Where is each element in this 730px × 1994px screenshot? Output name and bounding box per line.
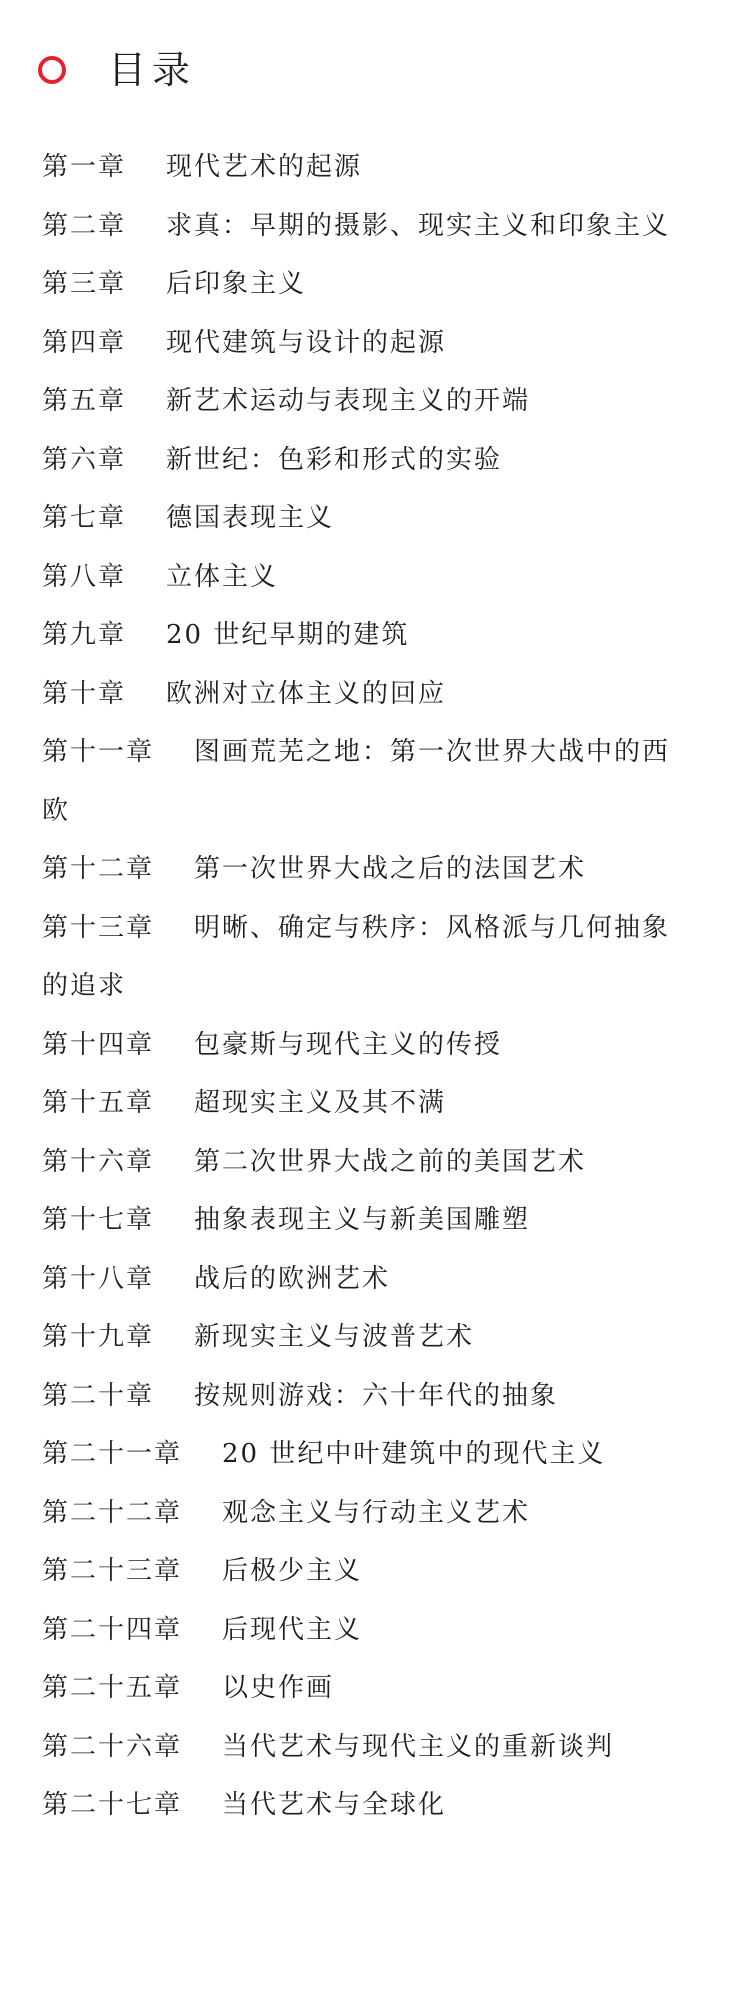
- chapter-number: 第八章: [42, 561, 127, 592]
- chapter-title: 以史作画: [222, 1673, 335, 1703]
- chapter-title: 明晰、确定与秩序：风格派与几何抽象的追求: [42, 912, 671, 1001]
- toc-item[interactable]: [42, 548, 692, 607]
- chapter-title: 20 世纪早期的建筑: [166, 620, 410, 650]
- toc-header: [38, 40, 196, 100]
- toc-item[interactable]: [42, 1542, 692, 1601]
- chapter-title: 当代艺术与全球化: [222, 1790, 447, 1820]
- chapter-number: 第二十六章: [42, 1731, 183, 1762]
- toc-item[interactable]: [42, 314, 692, 373]
- toc-item[interactable]: [42, 372, 692, 431]
- chapter-number: 第九章: [42, 620, 127, 650]
- chapter-number: 第五章: [42, 386, 127, 416]
- toc-item[interactable]: [42, 489, 692, 548]
- toc-item[interactable]: [42, 899, 692, 1016]
- toc-item[interactable]: [42, 1191, 692, 1250]
- toc-item[interactable]: [42, 665, 692, 724]
- table-of-contents: [42, 138, 692, 1835]
- chapter-title: 第一次世界大战之后的法国艺术: [194, 854, 587, 884]
- toc-item[interactable]: [42, 1601, 692, 1660]
- toc-item[interactable]: [42, 1718, 692, 1777]
- page-title: 目录: [108, 48, 197, 92]
- red-circle-icon: [38, 56, 66, 84]
- chapter-title: 战后的欧洲艺术: [194, 1263, 391, 1294]
- chapter-title: 图画荒芜之地：第一次世界大战中的西欧: [42, 737, 671, 826]
- chapter-title: 第二次世界大战之前的美国艺术: [194, 1146, 587, 1177]
- chapter-number: 第二十四章: [42, 1614, 183, 1645]
- chapter-number: 第二十二章: [42, 1497, 183, 1528]
- toc-item[interactable]: [42, 723, 692, 840]
- chapter-title: 现代艺术的起源: [166, 152, 363, 182]
- chapter-number: 第十五章: [42, 1088, 155, 1118]
- chapter-title: 20 世纪中叶建筑中的现代主义: [222, 1439, 606, 1469]
- chapter-number: 第七章: [42, 503, 127, 533]
- chapter-number: 第六章: [42, 444, 127, 475]
- toc-item[interactable]: [42, 1308, 692, 1367]
- chapter-number: 第二十五章: [42, 1673, 183, 1703]
- chapter-title: 欧洲对立体主义的回应: [166, 678, 447, 709]
- chapter-title: 新艺术运动与表现主义的开端: [166, 386, 531, 416]
- toc-item[interactable]: [42, 1776, 692, 1835]
- chapter-title: 观念主义与行动主义艺术: [222, 1497, 531, 1528]
- chapter-number: 第十章: [42, 678, 127, 709]
- chapter-title: 后极少主义: [222, 1556, 363, 1586]
- chapter-title: 抽象表现主义与新美国雕塑: [194, 1205, 531, 1235]
- toc-item[interactable]: [42, 840, 692, 899]
- toc-item[interactable]: [42, 1016, 692, 1075]
- chapter-title: 超现实主义及其不满: [194, 1088, 447, 1118]
- chapter-number: 第十七章: [42, 1205, 155, 1235]
- toc-item[interactable]: [42, 197, 692, 256]
- toc-item[interactable]: [42, 1250, 692, 1309]
- chapter-title: 德国表现主义: [166, 503, 335, 533]
- toc-item[interactable]: [42, 138, 692, 197]
- toc-item[interactable]: [42, 255, 692, 314]
- chapter-title: 包豪斯与现代主义的传授: [194, 1029, 503, 1060]
- toc-item[interactable]: [42, 1659, 692, 1718]
- toc-item[interactable]: [42, 1133, 692, 1192]
- toc-item[interactable]: [42, 1484, 692, 1543]
- toc-item[interactable]: [42, 1074, 692, 1133]
- chapter-number: 第二章: [42, 210, 127, 241]
- toc-item[interactable]: [42, 606, 692, 665]
- chapter-number: 第十二章: [42, 854, 155, 884]
- chapter-title: 立体主义: [166, 561, 279, 592]
- chapter-number: 第十四章: [42, 1029, 155, 1060]
- chapter-title: 后现代主义: [222, 1614, 363, 1645]
- chapter-number: 第一章: [42, 152, 127, 182]
- chapter-number: 第四章: [42, 327, 127, 358]
- chapter-number: 第三章: [42, 269, 127, 299]
- chapter-title: 后印象主义: [166, 269, 307, 299]
- chapter-number: 第十三章: [42, 912, 155, 943]
- chapter-title: 新世纪：色彩和形式的实验: [166, 444, 503, 475]
- toc-item[interactable]: [42, 431, 692, 490]
- toc-item[interactable]: [42, 1425, 692, 1484]
- chapter-title: 新现实主义与波普艺术: [194, 1322, 475, 1352]
- chapter-number: 第十八章: [42, 1263, 155, 1294]
- chapter-number: 第十一章: [42, 737, 155, 767]
- chapter-number: 第二十一章: [42, 1439, 183, 1469]
- chapter-number: 第二十七章: [42, 1790, 183, 1820]
- chapter-number: 第十六章: [42, 1146, 155, 1177]
- chapter-number: 第二十三章: [42, 1556, 183, 1586]
- chapter-number: 第二十章: [42, 1380, 155, 1411]
- chapter-title: 现代建筑与设计的起源: [166, 327, 447, 358]
- chapter-number: 第十九章: [42, 1322, 155, 1352]
- chapter-title: 求真：早期的摄影、现实主义和印象主义: [166, 210, 671, 241]
- chapter-title: 按规则游戏：六十年代的抽象: [194, 1380, 559, 1411]
- chapter-title: 当代艺术与现代主义的重新谈判: [222, 1731, 615, 1762]
- toc-item[interactable]: [42, 1367, 692, 1426]
